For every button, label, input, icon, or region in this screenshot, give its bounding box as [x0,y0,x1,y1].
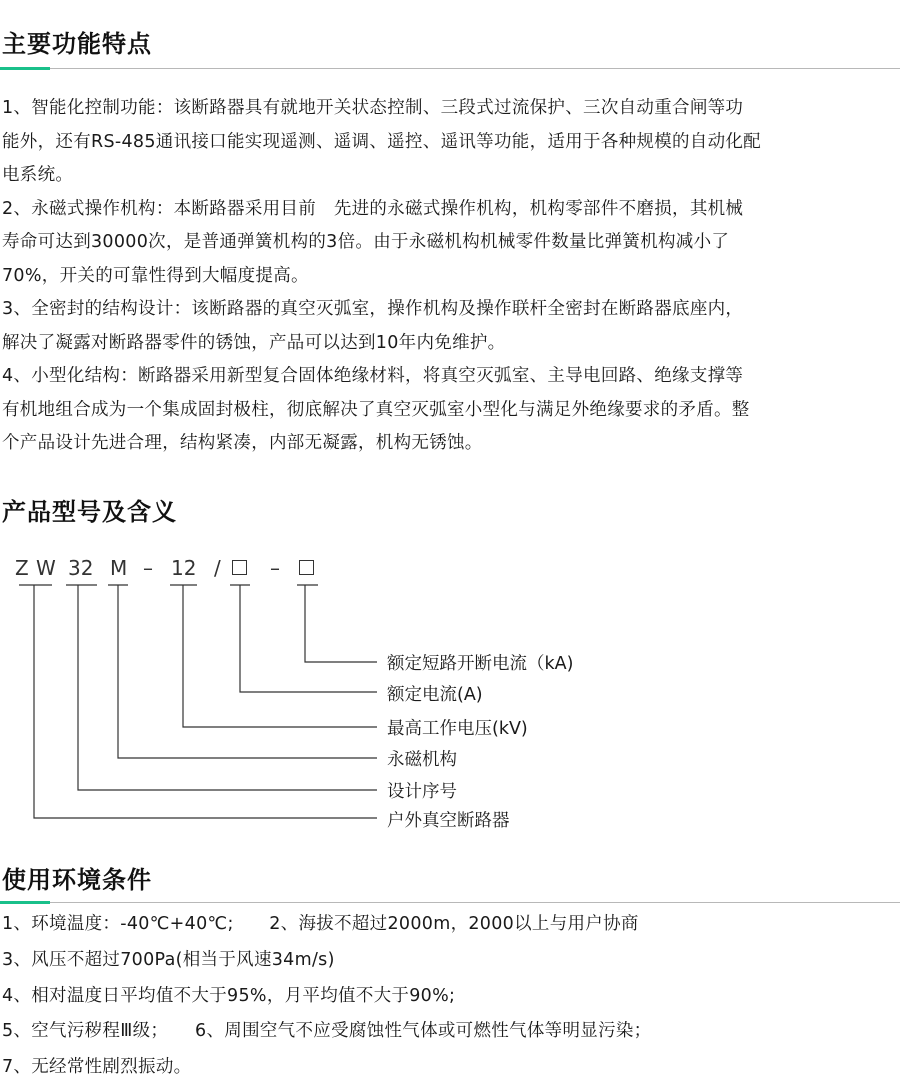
connector-voltage [183,585,377,727]
divider-accent [0,901,50,904]
text-line: 能外，还有RS-485通讯接口能实现遥测、遥调、遥控、遥讯等功能，适用于各种规模的自动化配 [2,131,761,152]
text-line: 电系统。 [2,165,74,185]
list-item: 1、环境温度：-40℃+40℃; 2、海拔不超过2000m，2000以上与用户协商 [2,914,639,934]
code-z: Z [15,556,29,580]
text-line: 3、全密封的结构设计：该断路器的真空灭弧室，操作机构及操作联杆全密封在断路器底座内， [2,299,744,319]
text-line: 2、永磁式操作机构：本断路器采用目前 先进的永磁式操作机构，机构零部件不磨损，其机械 [2,198,744,219]
connector-rated-current [240,585,377,692]
features-divider [0,68,900,69]
code-placeholder-box [232,560,247,575]
text-line: 解决了凝露对断路器零件的锈蚀，产品可以达到10年内免维护。 [2,332,506,353]
connector-outdoor-breaker [34,585,377,818]
code-dash-2: – [270,556,280,580]
text-line: 70%，开关的可靠性得到大幅度提高。 [2,265,309,286]
code-design-no: 32 [68,556,94,580]
text-line: 1、智能化控制功能：该断路器具有就地开关状态控制、三段式过流保护、三次自动重合闸等功 [2,98,744,118]
connector-short-circuit-current [305,585,377,662]
label-outdoor-breaker: 户外真空断路器 [387,811,510,831]
list-item: 7、无经常性剧烈振动。 [2,1057,192,1078]
code-slash: / [214,556,221,580]
environment-title: 使用环境条件 [2,866,152,894]
list-item: 4、相对温度日平均值不大于95%，月平均值不大于90%; [2,985,456,1006]
label-short-circuit-current: 额定短路开断电流（kA) [387,654,574,674]
text-line: 4、小型化结构：断路器采用新型复合固体绝缘材料，将真空灭弧室、主导电回路、绝缘支撑等 [2,366,744,386]
label-voltage: 最高工作电压(kV) [387,719,528,739]
label-rated-current: 额定电流(A) [387,685,483,705]
code-w: W [36,556,56,580]
divider-accent [0,67,50,70]
environment-divider [0,902,900,903]
connector-design-no [78,585,377,790]
list-item: 5、空气污秽程Ⅲ级； 6、周围空气不应受腐蚀性气体或可燃性气体等明显污染； [2,1021,652,1042]
connector-magnet-mechanism [118,585,377,758]
code-placeholder-box [299,560,314,575]
text-line: 个产品设计先进合理，结构紧凑，内部无凝露，机构无锈蚀。 [2,433,483,453]
model-code-diagram [0,545,900,845]
text-line: 寿命可达到30000次，是普通弹簧机构的3倍。由于永磁机构机械零件数量比弹簧机构减小了 [2,232,730,252]
environment-list [2,907,898,1086]
label-magnet-mechanism: 永磁机构 [387,750,457,770]
code-dash-1: – [143,556,153,580]
code-m: M [110,556,128,580]
code-voltage: 12 [171,556,197,580]
features-text [2,92,898,461]
text-line: 有机地组合成为一个集成固封极柱，彻底解决了真空灭弧室小型化与满足外绝缘要求的矛盾。整 [2,399,750,420]
features-title: 主要功能特点 [2,30,152,58]
label-design-no: 设计序号 [387,782,457,802]
list-item: 3、风压不超过700Pa(相当于风速34m/s) [2,949,335,970]
model-title: 产品型号及含义 [2,498,177,526]
